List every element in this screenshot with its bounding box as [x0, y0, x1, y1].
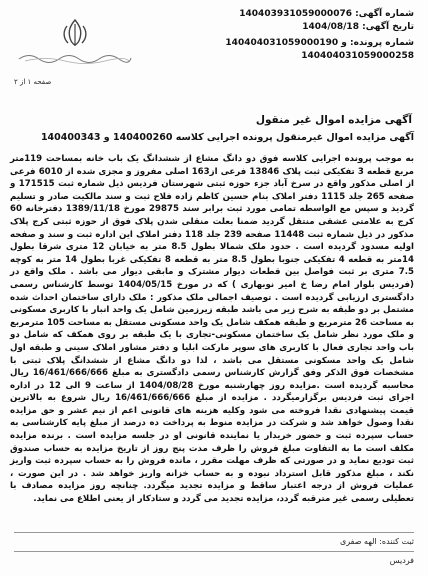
- notice-number-label: شماره آگهی:: [355, 9, 414, 19]
- notice-meta: [224, 8, 414, 63]
- emblem-icon: [58, 18, 92, 48]
- footer-divider-2: [14, 551, 414, 552]
- case-number-row-2: [224, 50, 414, 63]
- notice-title: آگهی مزایده اموال غیر منقول: [255, 114, 412, 126]
- case-number-label: شماره پرونده:: [350, 38, 414, 48]
- page-number: صفحه ۱ از ۲: [14, 78, 52, 86]
- notice-number: 140403931059000076: [239, 9, 352, 19]
- footer-divider: [14, 532, 414, 533]
- case-number-2: 140404031059000258: [301, 51, 414, 61]
- notice-subtitle: آگهی مزایده اموال غیرمنقول پرونده اجرایی کلاسه 140400260 و 140400343: [40, 132, 414, 143]
- organization-lettering: [10, 50, 140, 64]
- notice-body: به موجب پرونده اجرایی کلاسه فوق دو دانگ مشاع از ششدانگ یک باب خانه بمساحت 119متر مربع قطعه 3 تفکیکی ثبت پلاک 13846 فرعی از163 اصلی مفروز و مجزی شده از 6010 فرعی از اصلی مذکور واقع در سرخ آباد جزء حوزه ثبتی شهرستان فردیس ذیل شماره ثبت 171515 و صفحه 265 جلد 1115 دفتر املاک بنام حسین کاظم زاده فلاح ثبت و سند مالکیت صادر و تسلیم گردید و سپس مع الواسطه تمامی مورد ثبت برابر سند 29875 مورخ 1389/11/18 دفترخانه 60 کرج به علامتی عشقی منتقل گردید ضمنا بعلت منقلی شدن پلاک فوق از حوزه ثبتی کرج پلاک مذکور در ذیل شماره ثبت 11448 صفحه 239 جلد 118 دفتر املاک این اداره ثبت و سند و صفحه اولیه مسدود گردیده است . حدود ملک شمالا بطول 8.5 متر به خیابان 12 متری شرقا بطول 14متر به قطعه 4 تفکیکی جنوبا بطول 8.5 متر به قطعه 8 تفکیکی غربا بطول 14 متر به کوچه 7.5 متری بر ثبت فواصل بین قطعات دیوار مشترک و مابقی دیوار می باشد . ملک واقع در (فردیس بلوار امام رضا خ امیر نوبهاری ) که در مورخ 1404/05/15 توسط کارشناس رسمی دادگستری ارزیابی گردیده است . توصیف اجمالی ملک مذکور : ملک دارای ساختمان احداث شده مشتمل بر دو طبقه به شرح زیر می باشد طبقه زیرزمین شامل یک واحد انبار با کاربری مسکونی به مساحت 26 مترمربع و طبقه همکف شامل یک واحد مسکونی مستقل به مساحت 105 مترمربع و ملک مورد نظر شامل یک ساختمان مسکونی-تجاری با یک طبقه بر روی همکف که شامل دو باب واحد تجاری فعال با کاربری های سوپر مارکت ابلیا و دفتر مشاور املاک سینی و طبقه اول شامل یک واحد مسکونی مستقل می باشد ، لذا دو دانگ مشاع از ششدانگ پلاک ثبتی با مشخصات فوق الذکر وفق گزارش کارشناس رسمی دادگستری به مبلغ 16/461/666/666 ریال محاسبه گردیده است .مزایده روز چهارشنبه مورخ 1404/08/28 از ساعت 9 الی 12 در اداره اجرای ثبت فردیس برگزارمیگردد . مزایده از مبلغ 16/461/666/666 ریال شروع به بالاترین قیمت پیشنهادی نقدا فروخته می شود وکلیه هزینه های قانونی اعم از نیم عشر و حق مزایده نقدا وصول خواهد شد و شرکت در مزایده منوط به پرداخت ده درصد از مبلغ پایه کارشناسی به حساب سپرده ثبت و حضور خریدار یا نماینده قانونی او در جلسه مزایده است . برنده مزایده مکلف است ما به التفاوت مبلغ فروش را ظرف مدت پنج روز از تاریخ مزایده به حساب صندوق ثبت تودیع نماید و در صورتی که ظرف مهلت مقرر ، مانده فروش را به حساب سپرده ثبت واریز نکند ، مبلغ مذکور قابل استرداد نبوده و به حساب خزانه واریز خواهد شد . در این صورت ، عملیات فروش از درجه اعتبار ساقط و مزایده تجدید میگردد. چنانچه روز مزایده مصادف با تعطیلی رسمی غیر مترقبه گردد، مزایده تجدید می گردد و ستادکار از یعنی اطلاع می نماید.: [10, 154, 415, 505]
- notice-date: 1404/08/18: [302, 22, 359, 32]
- notice-date-row: [224, 21, 414, 34]
- emblem-block: [10, 18, 140, 64]
- case-number-row: [224, 37, 414, 50]
- notice-footer: [14, 530, 414, 568]
- office-name: فردیس: [389, 556, 414, 565]
- registrar-name: الهه صفری: [339, 537, 377, 546]
- notice-header: [10, 8, 414, 96]
- registrar-label: ثبت کننده:: [379, 537, 414, 546]
- registrar-row: [14, 535, 414, 549]
- organization-calligraphy-icon: [15, 50, 135, 64]
- notice-number-row: [224, 8, 414, 21]
- notice-date-label: تاریخ آگهی:: [362, 22, 414, 32]
- case-number: 140404031059000190 و: [225, 38, 347, 48]
